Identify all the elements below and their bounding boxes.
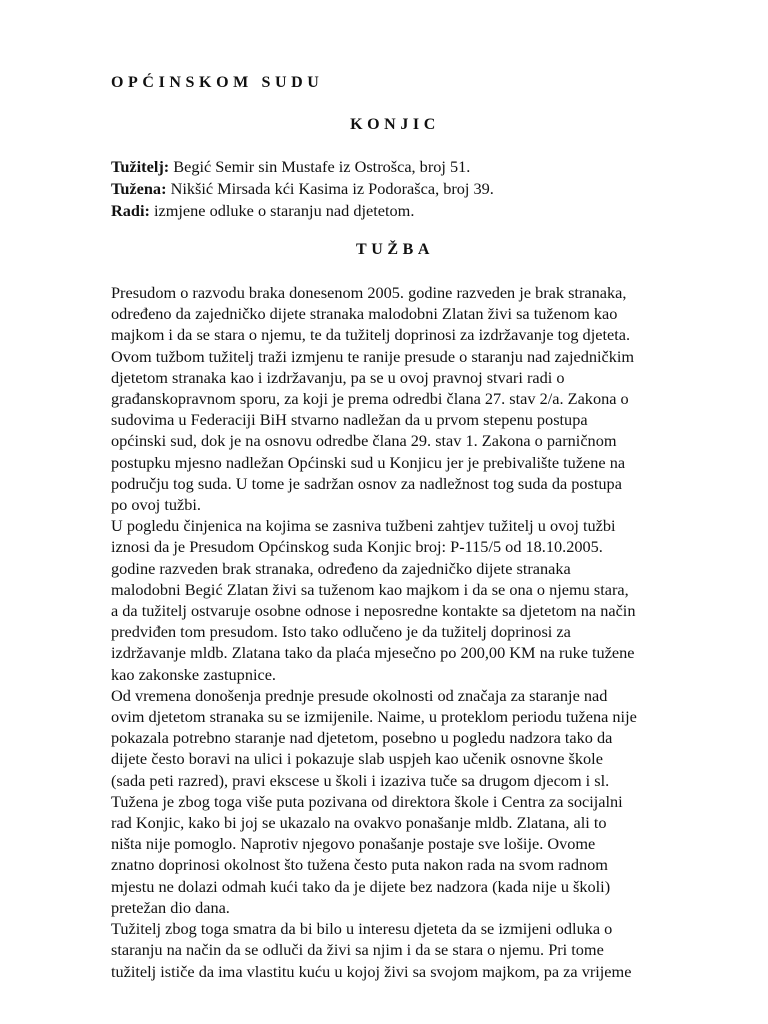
body-line: određeno da zajedničko dijete stranaka malodobni Zlatan živi sa tuženom kao — [111, 304, 618, 324]
body-line: malodobni Begić Zlatan živi sa tuženom kao majkom i da se ona o njemu stara, — [111, 579, 629, 599]
party-value: Begić Semir sin Mustafe iz Ostrošca, broj 51. — [169, 157, 471, 176]
party-label: Tužena: — [111, 179, 167, 198]
body-line: staranju na način da se odluči da živi sa njim i da se stara o njemu. Pri tome — [111, 940, 604, 960]
body-line: Presudom o razvodu braka donesenom 2005. godine razveden je brak stranaka, — [111, 283, 627, 302]
body-line: (sada peti razred), pravi ekscese u školi i izaziva tuče sa drugom djecom i sl. — [111, 770, 610, 790]
body-line: godine razveden brak stranaka, određeno da zajedničko dijete stranaka — [111, 558, 571, 578]
body-line: predviđen tom presudom. Isto tako odlučeno je da tužitelj doprinosi za — [111, 622, 571, 642]
party-value: Nikšić Mirsada kći Kasima iz Podorašca, broj 39. — [166, 179, 494, 198]
document-title: TUŽBA — [355, 241, 435, 258]
body-line: Tužitelj zbog toga smatra da bi bilo u interesu djeteta da se izmijeni odluka o — [111, 919, 613, 939]
party-value: izmjene odluke o staranju nad djetetom. — [149, 201, 415, 220]
body-line: izdržavanje mldb. Zlatana tako da plaća mjesečno po 200,00 KM na ruke tužene — [111, 643, 635, 663]
body-line: rad Konjic, kako bi joj se ukazalo na ovakvo ponašanje mldb. Zlatana, ali to — [111, 813, 607, 833]
body-line: Od vremena donošenja prednje presude okolnosti od značaja za staranje nad — [111, 685, 608, 705]
body-line: području tog suda. U tome je sadržan osnov za nadležnost tog suda da postupa — [111, 473, 622, 493]
court-name: OPĆINSKOM SUDU — [111, 74, 324, 91]
party-label: Radi: — [111, 201, 150, 220]
parties-block — [111, 156, 494, 222]
body-line: kao zakonske zastupnice. — [111, 664, 277, 684]
party-label: Tužitelj: — [111, 157, 170, 176]
court-city: KONJIC — [350, 116, 440, 133]
body-line: Ovom tužbom tužitelj traži izmjenu te ranije presude o staranju nad zajedničkim — [111, 346, 635, 366]
body-line: ovim djetetom stranaka su se izmijenile. Naime, u proteklom periodu tužena nije — [111, 707, 637, 727]
body-line: pokazala potrebno staranje nad djetetom, posebno u pogledu nadzora tako da — [111, 728, 613, 748]
body-line: iznosi da je Presudom Općinskog suda Konjic broj: P-115/5 od 18.10.2005. — [111, 537, 603, 557]
body-line: U pogledu činjenica na kojima se zasniva tužbeni zahtjev tužitelj u ovoj tužbi — [111, 516, 616, 536]
body-line: građanskopravnom sporu, za koji je prema odredbi člana 27. stav 2/a. Zakona o — [111, 389, 629, 409]
body-line: djetetom stranaka kao i izdržavanju, pa se u ovoj pravnoj stvari radi o — [111, 367, 565, 387]
body-line: sudovima u Federaciji BiH stvarno nadležan da u prvom stepenu postupa — [111, 410, 588, 430]
party-defendant — [111, 178, 494, 200]
body-line: dijete često boravi na ulici i pokazuje slab uspjeh kao učenik osnovne škole — [111, 749, 603, 769]
body-line: znatno doprinosi okolnost što tužena često puta nakon rada na svom radnom — [111, 855, 608, 875]
body-line: ništa nije pomoglo. Naprotiv njegovo ponašanje postaje sve lošije. Ovome — [111, 834, 596, 854]
party-plaintiff — [111, 156, 494, 178]
body-line: općinski sud, dok je na osnovu odredbe člana 29. stav 1. Zakona o parničnom — [111, 431, 617, 451]
body-line: a da tužitelj ostvaruje osobne odnose i neposredne kontakte sa djetetom na način — [111, 601, 636, 621]
body-text — [111, 282, 731, 982]
body-line: tužitelj ističe da ima vlastitu kuću u kojoj živi sa svojom majkom, pa za vrijeme — [111, 961, 632, 981]
body-line: po ovoj tužbi. — [111, 495, 201, 515]
body-line: mjestu ne dolazi odmah kući tako da je dijete bez nadzora (kada nije u školi) — [111, 876, 611, 896]
party-subject — [111, 200, 494, 222]
body-line: Tužena je zbog toga više puta pozivana od direktora škole i Centra za socijalni — [111, 791, 623, 811]
body-line: postupku mjesno nadležan Općinski sud u Konjicu jer je prebivalište tužene na — [111, 452, 626, 472]
body-line: pretežan dio dana. — [111, 897, 230, 917]
body-line: majkom i da se stara o njemu, te da tužitelj doprinosi za izdržavanje tog djeteta. — [111, 325, 631, 345]
